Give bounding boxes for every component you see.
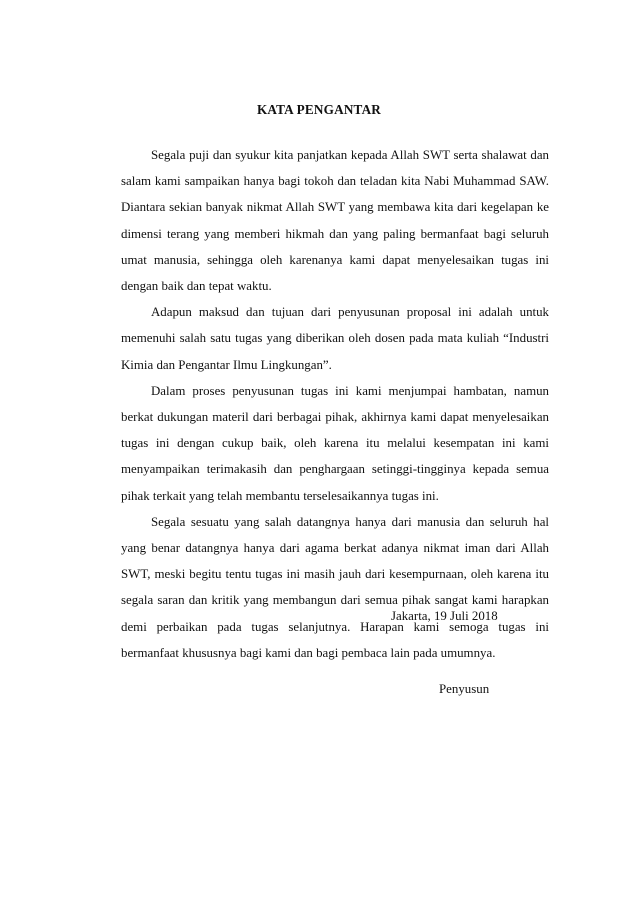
place-date: Jakarta, 19 Juli 2018 xyxy=(391,609,498,623)
signer-label: Penyusun xyxy=(439,682,490,696)
page-title: KATA PENGANTAR xyxy=(256,102,382,117)
paragraph-2: Adapun maksud dan tujuan dari penyusunan proposal ini adalah untuk memenuhi salah satu tugas yang diberikan oleh dosen pada mata kuliah “Industri Kimia dan Pengantar Ilmu Lingkungan”. xyxy=(121,305,549,372)
document-body xyxy=(121,142,549,666)
paragraph-3: Dalam proses penyusunan tugas ini kami menjumpai hambatan, namun berkat dukungan materil dari berbagai pihak, akhirnya kami dapat menyelesaikan tugas ini dengan cukup baik, oleh karena itu melalui kesempatan ini kami menyampaikan terimakasih dan penghargaan setinggi-tingginya kepada semua pihak terkait yang telah membantu terselesaikannya tugas ini. xyxy=(121,383,549,503)
paragraph-4: Segala sesuatu yang salah datangnya hanya dari manusia dan seluruh hal yang benar datangnya hanya dari agama berkat adanya nikmat iman dari Allah SWT, meski begitu tentu tugas ini masih jauh dari kesempurnaan, oleh karena itu segala saran dan kritik yang membangun dari semua pihak sangat kami harapkan demi perbaikan pada tugas selanjutnya. Harapan kami semoga tugas ini bermanfaat khususnya bagi kami dan bagi pembaca lain pada umumnya. xyxy=(121,514,549,660)
paragraph-1: Segala puji dan syukur kita panjatkan kepada Allah SWT serta shalawat dan salam kami sampaikan hanya bagi tokoh dan teladan kita Nabi Muhammad SAW. Diantara sekian banyak nikmat Allah SWT yang membawa kita dari kegelapan ke dimensi terang yang memberi hikmah dan yang paling bermanfaat bagi seluruh umat manusia, sehingga oleh karenanya kami dapat menyelesaikan tugas ini dengan baik dan tepat waktu. xyxy=(121,148,549,294)
